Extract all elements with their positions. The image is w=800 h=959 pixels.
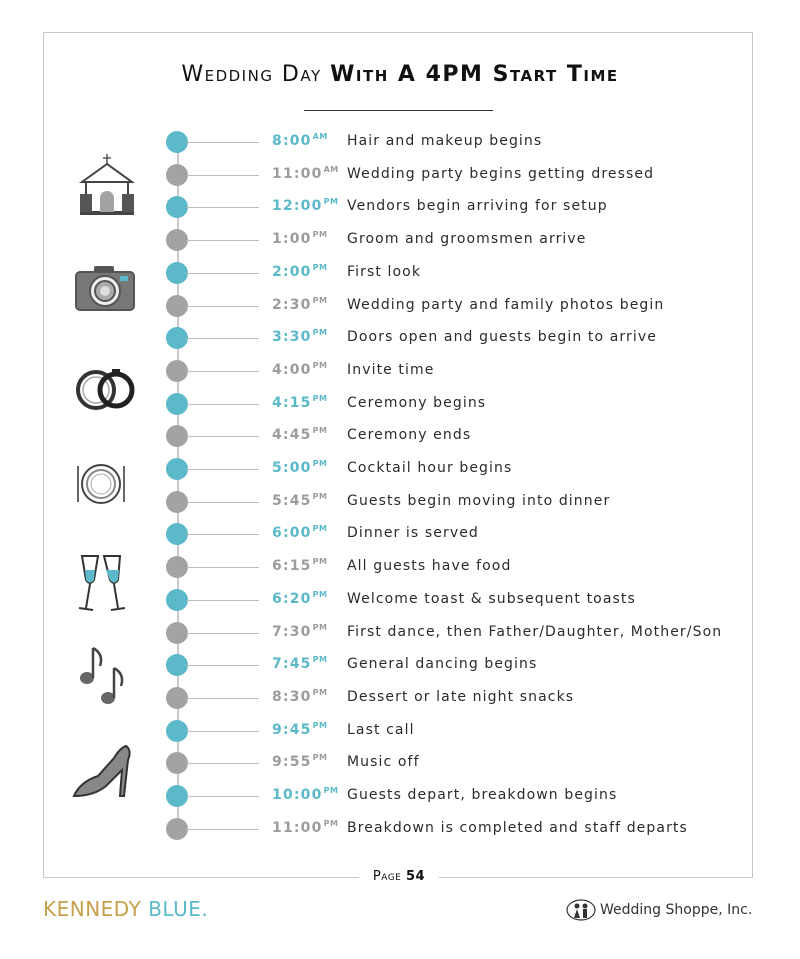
- event-time-value: 8:30: [272, 688, 312, 705]
- page-label: Page: [372, 869, 402, 884]
- timeline-row: [0, 818, 800, 862]
- event-description: First look: [347, 263, 422, 280]
- timeline-connector: [186, 698, 259, 699]
- event-time: [272, 166, 339, 182]
- event-time-period: PM: [312, 524, 328, 534]
- event-time: [272, 493, 327, 509]
- event-description: Vendors begin arriving for setup: [347, 198, 608, 215]
- event-time-value: 12:00: [272, 198, 323, 215]
- timeline-dot: [166, 393, 188, 415]
- timeline-connector: [186, 665, 259, 666]
- event-time: [272, 820, 338, 836]
- event-time-value: 6:15: [272, 558, 312, 575]
- event-description: Groom and groomsmen arrive: [347, 231, 587, 248]
- event-time-value: 4:45: [272, 427, 312, 444]
- event-time: [272, 427, 327, 443]
- timeline-dot: [166, 785, 188, 807]
- event-time: [272, 624, 327, 640]
- timeline-dot: [166, 491, 188, 513]
- event-time: [272, 656, 327, 672]
- timeline-dot: [166, 458, 188, 480]
- event-time-period: PM: [312, 491, 328, 501]
- brand-left-a: KENNEDY: [43, 897, 142, 921]
- event-time-value: 4:15: [272, 394, 312, 411]
- kennedy-blue-logo: [43, 897, 208, 921]
- event-time: [272, 558, 327, 574]
- timeline-connector: [186, 338, 259, 339]
- event-time-period: PM: [312, 753, 328, 763]
- event-time-period: PM: [323, 786, 339, 795]
- wedding-shoppe-logo: [566, 897, 752, 923]
- brand-left-b: BLUE.: [148, 897, 209, 921]
- rings-icon: [74, 366, 136, 412]
- event-time-value: 7:30: [272, 623, 312, 640]
- timeline-dot: [166, 589, 188, 611]
- event-time-value: 7:45: [272, 656, 312, 673]
- event-time-period: PM: [312, 655, 328, 665]
- event-time-value: 4:00: [272, 361, 312, 378]
- plate-icon: [74, 462, 128, 506]
- timeline-connector: [186, 731, 259, 732]
- event-time-period: PM: [312, 720, 328, 730]
- timeline-connector: [186, 829, 259, 830]
- brand-right-text: Wedding Shoppe, Inc.: [600, 902, 753, 918]
- event-time-period: PM: [312, 262, 328, 272]
- event-description: First dance, then Father/Daughter, Mother/Son: [347, 623, 723, 640]
- timeline-dot: [166, 720, 188, 742]
- event-time: [272, 787, 338, 803]
- event-description: Invite time: [347, 361, 435, 378]
- timeline-dot: [166, 556, 188, 578]
- event-time: [272, 264, 327, 280]
- page-number-value: 54: [406, 869, 426, 884]
- event-time-period: PM: [312, 230, 328, 240]
- event-description: Wedding party and family photos begin: [347, 296, 665, 313]
- event-time-period: AM: [323, 164, 339, 174]
- timeline-connector: [186, 404, 259, 405]
- high-heel-shoe-icon: [70, 740, 134, 800]
- event-time-period: PM: [312, 589, 328, 599]
- event-time-period: PM: [312, 622, 328, 632]
- event-time-period: PM: [312, 295, 328, 305]
- event-description: Cocktail hour begins: [347, 460, 513, 476]
- event-time-value: 2:00: [272, 263, 312, 280]
- event-description: Dessert or late night snacks: [347, 688, 575, 705]
- timeline-dot: [166, 262, 188, 284]
- event-description: General dancing begins: [347, 656, 538, 673]
- timeline-dot: [166, 752, 188, 774]
- music-notes-icon: [78, 644, 128, 706]
- timeline-connector: [186, 567, 259, 568]
- event-time: [272, 395, 327, 411]
- event-time-period: PM: [312, 459, 328, 468]
- event-time: [272, 460, 327, 476]
- event-description: All guests have food: [347, 558, 512, 575]
- event-time: [272, 297, 327, 313]
- timeline-dot: [166, 295, 188, 317]
- timeline-dot: [166, 360, 188, 382]
- event-time-period: PM: [323, 818, 339, 828]
- timeline-connector: [186, 502, 259, 503]
- event-time-period: PM: [312, 687, 328, 697]
- event-time: [272, 362, 327, 378]
- event-time-period: AM: [312, 132, 328, 141]
- timeline-dot: [166, 327, 188, 349]
- timeline-dot: [166, 196, 188, 218]
- timeline-dot: [166, 687, 188, 709]
- timeline-connector: [186, 175, 259, 176]
- couple-icon: [566, 899, 596, 921]
- timeline-connector: [186, 796, 259, 797]
- timeline-dot: [166, 523, 188, 545]
- timeline-connector: [186, 142, 259, 143]
- timeline-dot: [166, 131, 188, 153]
- event-time-value: 10:00: [272, 787, 323, 803]
- page-number: [359, 869, 439, 889]
- event-description: Last call: [347, 721, 415, 738]
- event-description: Breakdown is completed and staff departs: [347, 819, 688, 836]
- timeline-dot: [166, 654, 188, 676]
- event-time: [272, 722, 327, 738]
- event-time: [272, 525, 327, 541]
- timeline-connector: [186, 371, 259, 372]
- chapel-icon: [78, 152, 136, 216]
- event-time-period: PM: [323, 197, 339, 207]
- event-time-value: 11:00: [272, 165, 323, 182]
- event-time-value: 5:00: [272, 460, 312, 476]
- timeline-dot: [166, 818, 188, 840]
- event-time-value: 1:00: [272, 231, 312, 248]
- timeline-connector: [186, 240, 259, 241]
- timeline-connector: [186, 469, 259, 470]
- event-time: [272, 198, 338, 214]
- title-bold: With A 4PM Start Time: [330, 62, 619, 87]
- event-time-value: 11:00: [272, 819, 323, 836]
- event-description: Hair and makeup begins: [347, 133, 543, 149]
- title-light: Wedding Day: [181, 62, 322, 87]
- timeline-dot: [166, 425, 188, 447]
- page-title: [0, 62, 800, 87]
- event-time: [272, 231, 327, 247]
- event-time-period: PM: [312, 557, 328, 567]
- title-divider: [304, 110, 493, 111]
- event-time-value: 3:30: [272, 329, 312, 346]
- event-time-value: 5:45: [272, 492, 312, 509]
- event-description: Wedding party begins getting dressed: [347, 165, 655, 182]
- timeline-connector: [186, 763, 259, 764]
- timeline-connector: [186, 436, 259, 437]
- event-time-period: PM: [312, 360, 328, 370]
- event-time-period: PM: [312, 426, 328, 436]
- event-time: [272, 689, 327, 705]
- event-time-value: 6:20: [272, 590, 312, 607]
- event-description: Guests depart, breakdown begins: [347, 787, 618, 803]
- timeline-dot: [166, 229, 188, 251]
- event-description: Doors open and guests begin to arrive: [347, 329, 657, 346]
- timeline-connector: [186, 207, 259, 208]
- timeline-connector: [186, 534, 259, 535]
- timeline-dot: [166, 164, 188, 186]
- event-description: Guests begin moving into dinner: [347, 492, 611, 509]
- event-time-value: 6:00: [272, 525, 312, 542]
- event-time: [272, 591, 327, 607]
- event-time-value: 9:45: [272, 721, 312, 738]
- champagne-glasses-icon: [76, 552, 128, 614]
- camera-icon: [74, 264, 136, 314]
- event-time-period: PM: [312, 393, 328, 403]
- timeline-dot: [166, 622, 188, 644]
- event-description: Ceremony begins: [347, 394, 487, 411]
- timeline-connector: [186, 633, 259, 634]
- timeline-connector: [186, 306, 259, 307]
- event-time: [272, 329, 327, 345]
- event-time-value: 2:30: [272, 296, 312, 313]
- event-description: Dinner is served: [347, 525, 479, 542]
- event-description: Music off: [347, 754, 420, 771]
- event-time-value: 8:00: [272, 133, 312, 149]
- event-description: Ceremony ends: [347, 427, 472, 444]
- timeline-connector: [186, 600, 259, 601]
- timeline-connector: [186, 273, 259, 274]
- event-time-value: 9:55: [272, 754, 312, 771]
- event-time-period: PM: [312, 328, 328, 338]
- event-description: Welcome toast & subsequent toasts: [347, 590, 636, 607]
- event-time: [272, 754, 327, 770]
- event-time: [272, 133, 328, 149]
